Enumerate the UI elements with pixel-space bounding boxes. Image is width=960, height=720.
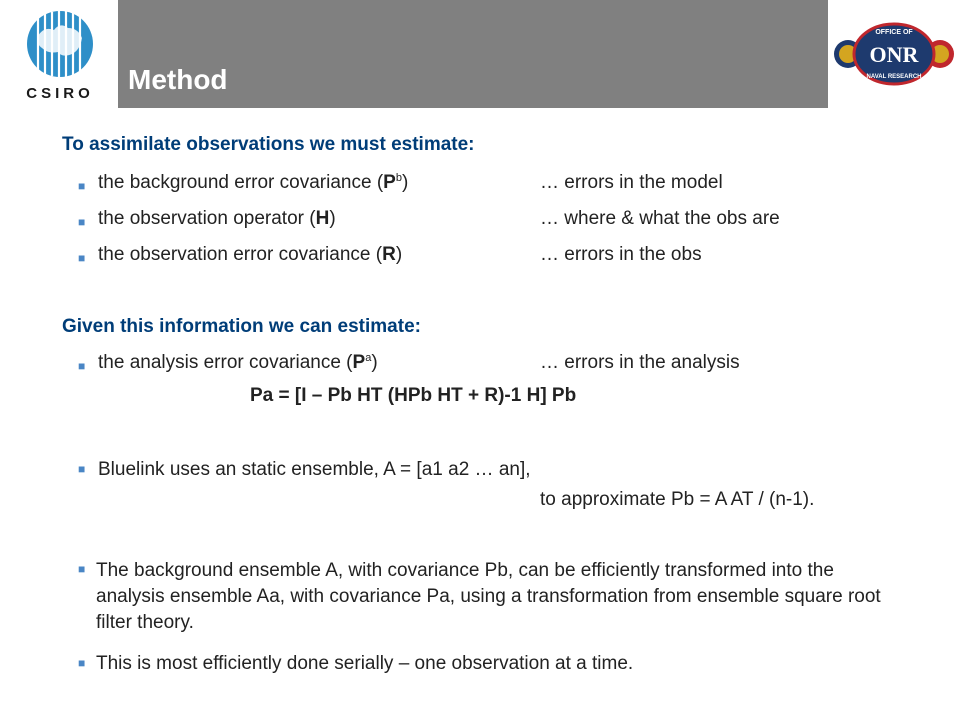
- svg-text:NAVAL RESEARCH: NAVAL RESEARCH: [866, 74, 922, 80]
- list-item: ■ the background error covariance $(P^b)$: [78, 172, 408, 194]
- square-bullet-icon: ■: [78, 562, 86, 576]
- square-bullet-icon: ■: [78, 251, 86, 265]
- square-bullet-icon: ■: [78, 215, 86, 229]
- svg-text:OFFICE OF: OFFICE OF: [875, 29, 913, 36]
- list-item: ■ the observation operator (H): [78, 208, 336, 230]
- csiro-logo: [14, 6, 106, 102]
- list-item: ■ the analysis error covariance $(P^a)$: [78, 352, 378, 374]
- bluelink-line-1: Bluelink uses an static ensemble, A = [a1 a2 … an],: [98, 459, 531, 480]
- section1-heading: To assimilate observations we must estimate:: [62, 134, 475, 155]
- analysis-covariance-equation: Pa = [I – Pb HT (HPb HT + R)-1 H] Pb: [250, 385, 577, 406]
- item-note: … errors in the model: [540, 172, 723, 193]
- item-note: … where & what the obs are: [540, 208, 780, 229]
- list-item: ■ the observation error covariance (R): [78, 244, 402, 266]
- ensemble-transform-paragraph: The background ensemble A, with covariance Pb, can be efficiently transformed into the analysis ensemble Aa, with covariance Pa, using a transformation from ensemble square root filter theory.: [96, 560, 881, 633]
- square-bullet-icon: ■: [78, 179, 86, 193]
- item-note: … errors in the analysis: [540, 352, 740, 373]
- square-bullet-icon: ■: [78, 462, 86, 476]
- svg-text:CSIRO: CSIRO: [26, 85, 94, 102]
- svg-text:ONR: ONR: [869, 42, 919, 67]
- slide-title: Method: [128, 64, 228, 95]
- bluelink-line-2: to approximate Pb = A AT / (n-1).: [540, 489, 815, 510]
- serial-processing-line: This is most efficiently done serially – one observation at a time.: [96, 653, 634, 674]
- onr-logo: [832, 18, 956, 88]
- square-bullet-icon: ■: [78, 359, 86, 373]
- square-bullet-icon: ■: [78, 656, 86, 670]
- section2-heading: Given this information we can estimate:: [62, 316, 421, 337]
- item-note: … errors in the obs: [540, 244, 702, 265]
